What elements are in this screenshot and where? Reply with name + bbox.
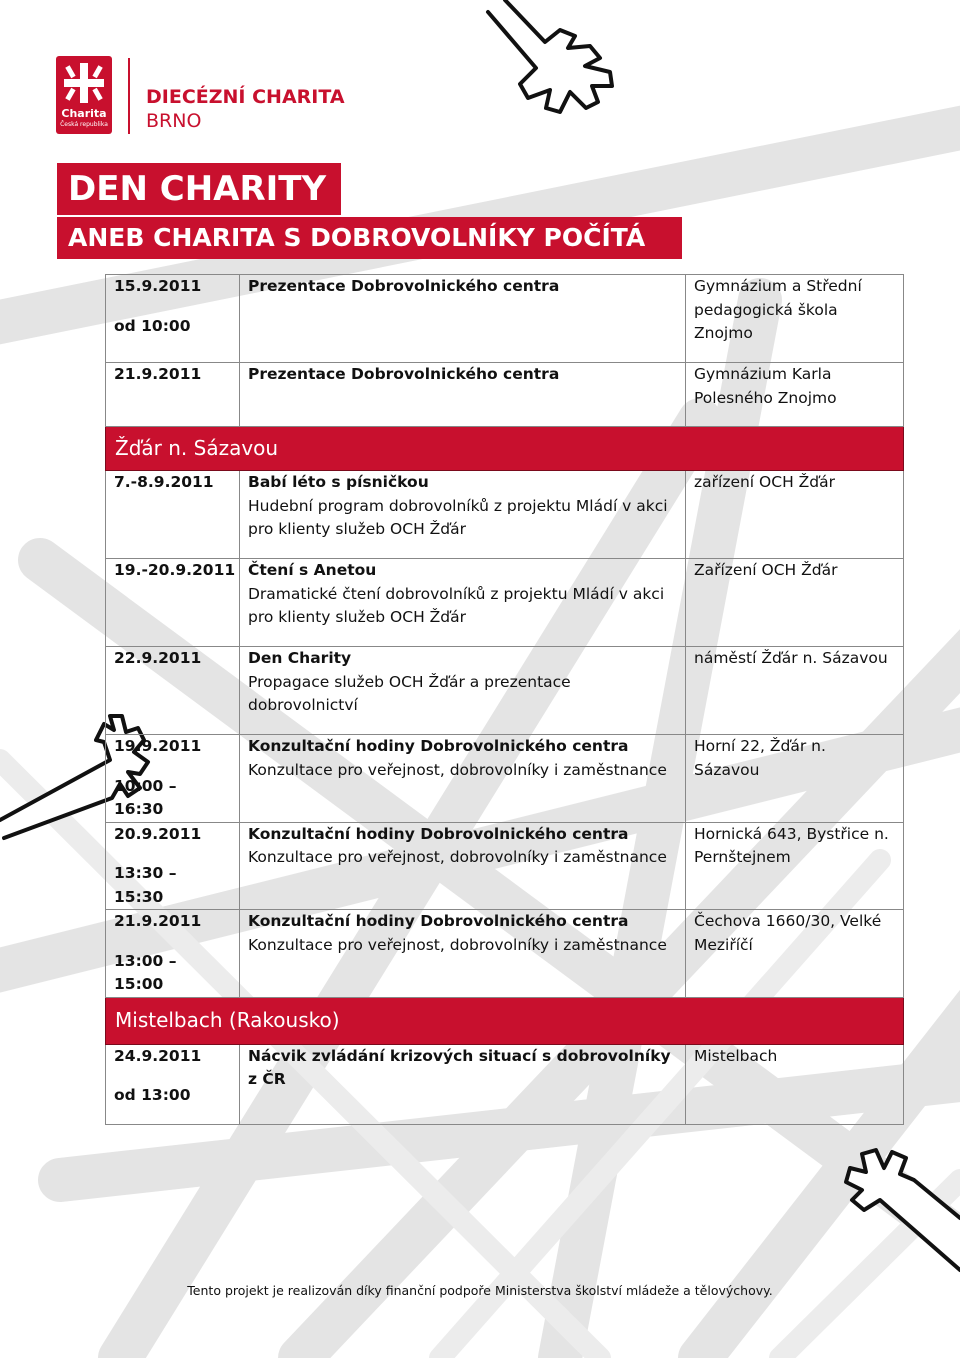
event-title: Nácvik zvládání krizových situací s dobrovolníky z ČR bbox=[248, 1046, 671, 1088]
event-date: 19.9.2011 bbox=[114, 737, 202, 755]
event-place: Gymnázium a Střední pedagogická škola Znojmo bbox=[686, 275, 904, 363]
event-title: Konzultační hodiny Dobrovolnického centra bbox=[248, 824, 629, 843]
logo-badge-text: Charita bbox=[61, 107, 107, 120]
event-place: Horní 22, Žďár n. Sázavou bbox=[686, 735, 904, 823]
event-date: 21.9.2011 bbox=[114, 365, 202, 383]
date-cell bbox=[106, 471, 240, 559]
event-description: Dramatické čtení dobrovolníků z projektu Mládí v akci pro klienty služeb OCH Žďár bbox=[248, 584, 665, 626]
event-title: Konzultační hodiny Dobrovolnického centra bbox=[248, 737, 629, 755]
page-title: DEN CHARITY bbox=[57, 163, 341, 215]
hand-top-icon bbox=[488, 0, 612, 112]
event-date: 24.9.2011 bbox=[114, 1046, 202, 1065]
section-header-row bbox=[106, 997, 904, 1044]
table-row bbox=[106, 363, 904, 427]
event-cell bbox=[240, 910, 686, 998]
event-title: Prezentace Dobrovolnického centra bbox=[248, 277, 560, 295]
section-header-row bbox=[106, 427, 904, 471]
org-name: DIECÉZNÍ CHARITA bbox=[146, 86, 345, 108]
event-description: Konzultace pro veřejnost, dobrovolníky i zaměstnance bbox=[248, 848, 667, 866]
event-date: 22.9.2011 bbox=[114, 649, 202, 667]
footer-note: Tento projekt je realizován díky finanční podpoře Ministerstva školství mládeže a tělovýchovy. bbox=[187, 1283, 773, 1298]
event-cell bbox=[240, 735, 686, 823]
event-description: Hudební program dobrovolníků z projektu Mládí v akci pro klienty služeb OCH Žďár bbox=[248, 496, 668, 538]
event-cell bbox=[240, 822, 686, 910]
event-title: Babí léto s písničkou bbox=[248, 473, 429, 491]
logo-divider bbox=[128, 58, 130, 134]
event-place: Mistelbach bbox=[686, 1044, 904, 1124]
event-title: Den Charity bbox=[248, 649, 352, 667]
event-place: Zařízení OCH Žďár bbox=[686, 559, 904, 647]
event-description: Konzultace pro veřejnost, dobrovolníky i zaměstnance bbox=[248, 760, 667, 779]
event-time: od 13:00 bbox=[114, 1086, 191, 1104]
event-cell bbox=[240, 1044, 686, 1124]
event-cell bbox=[240, 363, 686, 427]
event-schedule-table bbox=[105, 274, 904, 1125]
table-row bbox=[106, 1044, 904, 1124]
charita-logo bbox=[56, 56, 356, 136]
event-date: 7.-8.9.2011 bbox=[114, 473, 214, 491]
event-place: Hornická 643, Bystřice n. Pernštejnem bbox=[686, 822, 904, 910]
event-cell bbox=[240, 275, 686, 363]
date-cell bbox=[106, 1044, 240, 1124]
event-time: 13:30 – 15:30 bbox=[114, 864, 177, 906]
event-description: Propagace služeb OCH Žďár a prezentace dobrovolnictví bbox=[248, 672, 571, 714]
table-row bbox=[106, 910, 904, 998]
event-time: 13:00 – 15:00 bbox=[114, 951, 177, 993]
date-cell bbox=[106, 910, 240, 998]
hand-right-icon bbox=[846, 1150, 960, 1270]
table-row bbox=[106, 471, 904, 559]
event-date: 21.9.2011 bbox=[114, 912, 202, 930]
date-cell bbox=[106, 275, 240, 363]
table-row bbox=[106, 822, 904, 910]
table-row bbox=[106, 735, 904, 823]
event-date: 15.9.2011 bbox=[114, 277, 202, 295]
event-description: Konzultace pro veřejnost, dobrovolníky i zaměstnance bbox=[248, 935, 667, 954]
table-row bbox=[106, 647, 904, 735]
logo-badge bbox=[56, 56, 112, 134]
event-time: od 10:00 bbox=[114, 316, 191, 335]
charity-cross-icon bbox=[60, 60, 108, 106]
event-cell bbox=[240, 559, 686, 647]
event-cell bbox=[240, 647, 686, 735]
event-place: Gymnázium Karla Polesného Znojmo bbox=[686, 363, 904, 427]
org-city: BRNO bbox=[146, 110, 202, 132]
date-cell bbox=[106, 559, 240, 647]
page-subtitle: ANEB CHARITA S DOBROVOLNÍKY POČÍTÁ bbox=[57, 217, 682, 259]
section-title: Mistelbach (Rakousko) bbox=[106, 997, 904, 1044]
date-cell bbox=[106, 822, 240, 910]
event-place: zařízení OCH Žďár bbox=[686, 471, 904, 559]
event-title: Konzultační hodiny Dobrovolnického centra bbox=[248, 912, 629, 930]
section-title: Žďár n. Sázavou bbox=[106, 427, 904, 471]
event-date: 20.9.2011 bbox=[114, 824, 202, 843]
table-row bbox=[106, 559, 904, 647]
event-place: náměstí Žďár n. Sázavou bbox=[686, 647, 904, 735]
event-place: Čechova 1660/30, Velké Meziříčí bbox=[686, 910, 904, 998]
logo-badge-subtext: Česká republika bbox=[60, 121, 108, 128]
table-row bbox=[106, 275, 904, 363]
event-title: Prezentace Dobrovolnického centra bbox=[248, 365, 560, 383]
event-title: Čtení s Anetou bbox=[248, 561, 377, 579]
event-cell bbox=[240, 471, 686, 559]
date-cell bbox=[106, 735, 240, 823]
event-time: 10:00 – 16:30 bbox=[114, 776, 177, 818]
event-date: 19.-20.9.2011 bbox=[114, 561, 236, 579]
date-cell bbox=[106, 363, 240, 427]
date-cell bbox=[106, 647, 240, 735]
